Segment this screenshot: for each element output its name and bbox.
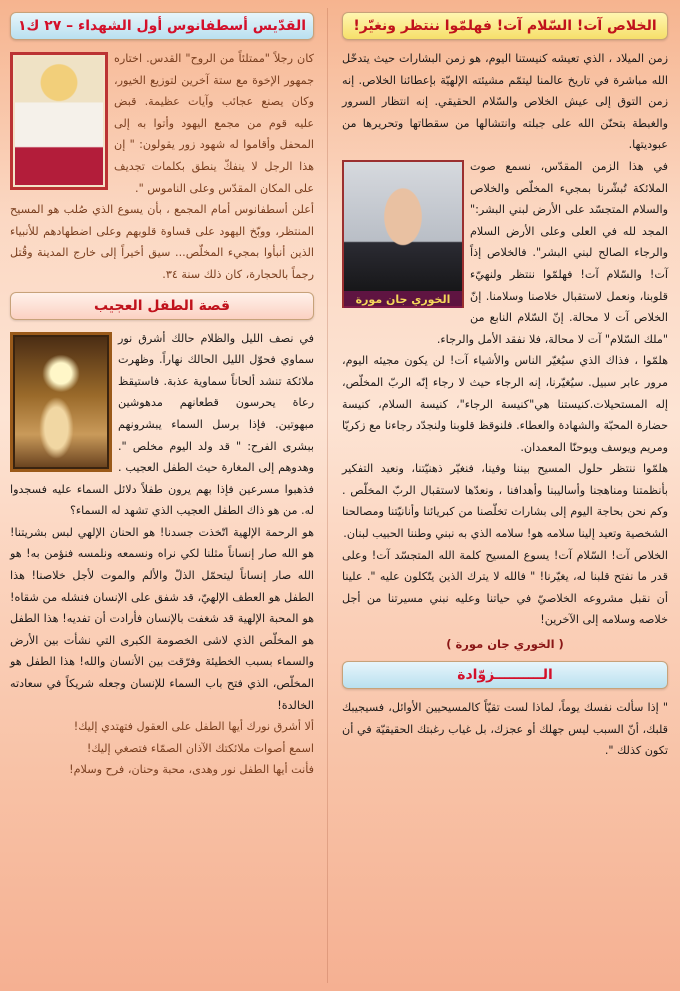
- closing-line-2: اسمع أصوات ملائكتك الآذان الصمّاء فتصغي إليك!: [86, 741, 314, 755]
- editorial-title: الخلاص آت! السّلام آت! فهلمّوا ننتظر ونغيّر!: [342, 12, 668, 40]
- editorial-column: [328, 0, 680, 991]
- story-title: قصة الطفل العجيب: [10, 292, 314, 320]
- priest-photo: [342, 160, 464, 308]
- saint-title: القدّيس أسطفانوس أول الشهداء – ٢٧ ك١: [10, 12, 314, 40]
- closing-line-1: ألا أشرق نورك أيها الطفل على العقول فتهتدي إليك!: [73, 720, 314, 734]
- editorial-paragraph-2: في هذا الزمن المقدّس، نسمع صوت الملائكة تُبشّرنا بمجيء المخلّص والخلاص والسلام المتجسّد على الأرض لبني البشر:" المجد لله في العلى وعلى الأرض السلام والرجاء الصالح لبني البشر". فالخلاص إذاً آت! والسّلام آت! فهلمّوا ننتظر ولنهيّء قلوبنا، ونعمل لاستقبال خلاصنا وسلامنا. إنّ الخلاص آت لا محالة. إنّ السّلام النابع من "ملك السّلام" آت لا محالة، فلا نفقد الأمل والرجاء.: [436, 159, 668, 346]
- editorial-paragraph-5: الخلاص آت! السّلام آت! يسوع المسيح كلمة الله المتجسّد آت! وعلى قدر ما نفتح قلبنا له، يغيّرنا! " فالله لا يترك الذين يتّكلون عليه ". علينا أن نقبل مشروعه الخلاصيّ في حياتنا وعليه نبني مسيرتنا من أجل خلاصه وسلامه إلى الآخرين!: [342, 548, 668, 627]
- saint-paragraph-2: أعلن أسطفانوس أمام المجمع ، بأن يسوع الذي صُلب هو المسيح المنتظر، ووبّخ اليهود على قساوة قلوبهم وعلى اضطهادهم للأنبياء الذين أنبأوا بمجيء المخلّص... سيق أخيراً إلى خارج المدينة وقُتل رجماً بالحجارة، كان ذلك سنة ٣٤.: [10, 203, 314, 281]
- editorial-paragraph-4: هلمّوا ننتظر حلول المسيح بيننا وفينا، فنغيّر ذهنيّتنا، ونعيد التفكير بأنظمتنا ومناهجنا وأساليبنا وأهدافنا ، ونعدّها لاستقبال الربّ المخلّص . وكم نحن بحاجة اليوم إلى بشارات تخلّصنا من كبريائنا وأنانيّتنا ومصالحنا الشخصية وتعيد إلينا سلامه هو! سلامه الذي به نبني وطننا الحبيب لبنان.: [342, 462, 668, 541]
- nativity-icon: [10, 332, 112, 472]
- saint-paragraph-1: كان رجلاً "ممتلئاً من الروح" القدس. اختاره جمهور الإخوة مع ستة آخرين لتوزيع الخيور، وكان يصنع عجائب وآيات عظيمة. قبض عليه قوم من مجمع اليهود وأتوا به إلى المحفل وأقاموا له شهود زور يقولون: " إن هذا الرجل لا ينفكّ ينطق بكلمات تجديف على المكان المقدّس وعلى الناموس ".: [114, 52, 314, 195]
- zuwwada-text: " إذا سألت نفسك يوماً، لماذا لست تقيّاً كالمسيحيين الأوائل، فسيجيبك قلبك، أنّ السبب ليس جهلك أو عجزك، بل غياب رغبتك الحقيقيّة في أن تكون كذلك ".: [342, 701, 668, 758]
- editorial-paragraph-1: زمن الميلاد ، الذي تعيشه كنيستنا اليوم، هو زمن البشارات حيث يتدخّل الله مباشرة في تاريخ عالمنا ليتمّم مشيئته الإلهيّة بإعطائنا الخلاص. إنه زمن التوق إلى عيش الخلاص والسّلام الحقيقي. إنه انتظار السرور والغبطة بتحنّن الله على جبلته وانتشالها من سقطاتها وتحريرها من عبوديتها.: [342, 52, 668, 152]
- priest-photo-caption: الخوري جان مورة: [344, 291, 462, 308]
- editorial-paragraph-3: هلمّوا ، فذاك الذي سيُغيّر الناس والأشياء آت! لن يكون مجيئه اليوم، مرور عابر سبيل. سيُغيّرنا، إنه الرجاء حيث لا رجاء إنّه الربّ المخلّص، إله المستحيلات.كنيستنا هي"كنيسة الرجاء"، كنيسة السلام، كنيسة حضارة المحبّة والشهادة والعطاء. فلنوقظ قلوبنا ولنجدّد رجاءنا مع زكريّا ومريم ويوسف ويوحنّا المعمدان.: [342, 354, 668, 454]
- editorial-signature: ( الخوري جان مورة ): [446, 637, 564, 652]
- zuwwada-title: الــــــــــزوّادة: [342, 661, 668, 689]
- story-paragraph-1: في نصف الليل والظلام حالك أشرق نور سماوي فحوّل الليل الحالك نهاراً. وظهرت ملائكة تنشد ألحاناً سماوية عذبة. فاستيقظ رعاة يحرسون قطعانهم مدهوشين مبهوتين. فإذا برسل السماء يبشرونهم ببشرى الفرح: " قد ولد اليوم مخلص ". وهدوهم إلى المغارة حيث الطفل العجيب . فذهبوا مسرعين فإذا بهم يرون طفلاً دلائل السماء عليه فسجدوا له. من هو ذاك الطفل العجيب الذي تشهد له السماء؟: [10, 331, 314, 518]
- saint-stephen-icon: [10, 52, 108, 190]
- story-paragraph-2: هو الرحمة الإلهية اتّخذت جسدنا! هو الحنان الإلهي لبس بشريتنا! هو الله صار إنساناً مثلنا لكي نراه ونسمعه ونلمسه فنؤمن به! هو الله صار إنساناً ليتحمّل الذلّ والألم والموت لأجل خلاصنا! هذا الطفل هو العطف الإلهيّ، قد شفق على الإنسان فنشله من شقاه! هو المحبة الإلهية قد شغفت بالإنسان فأرادت أن تفديه! هذا الطفل هو المخلّص الذي لاشى الخصومة الكبرى التي نشأت بين الأرض والسماء بسبب الخطيئة وفرّقت بين الأنسان والله! هذا الطفل هو المخلّص، الذي فتح باب السماء للإنسان وجعله شريكاً في سعادته الخالدة!: [10, 525, 314, 712]
- saint-column: [0, 0, 326, 991]
- closing-line-3: فأنت أيها الطفل نور وهدى، محبة وحنان، فرح وسلام!: [69, 763, 314, 777]
